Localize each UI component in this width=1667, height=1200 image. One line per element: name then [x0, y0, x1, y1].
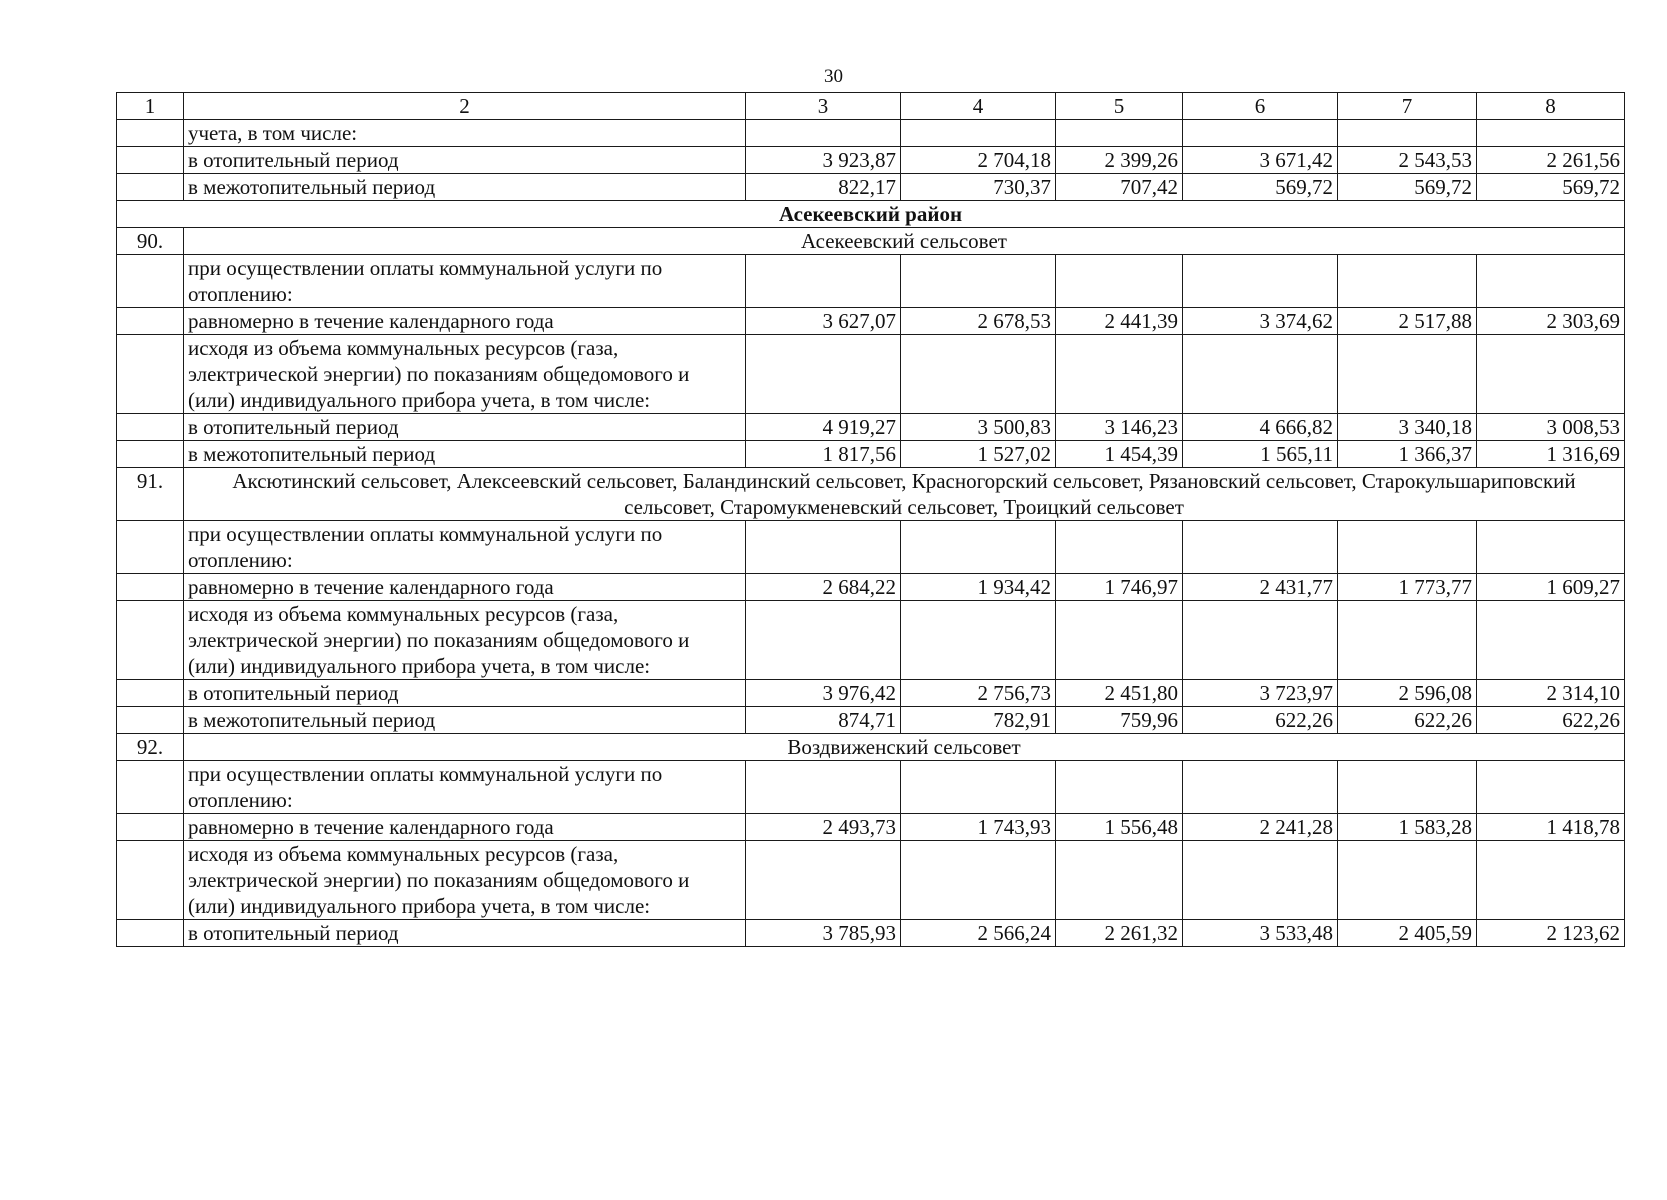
value-cell-empty [1477, 521, 1625, 574]
value-cell: 2 517,88 [1338, 308, 1477, 335]
value-cell: 3 785,93 [746, 920, 901, 947]
value-cell-empty [1056, 521, 1183, 574]
row-number-cell [117, 174, 184, 201]
value-cell-empty [1338, 761, 1477, 814]
row-number-cell [117, 680, 184, 707]
table-row [117, 761, 1625, 814]
row-label: в межотопительный период [184, 441, 746, 468]
section-row [117, 734, 1625, 761]
value-cell: 2 596,08 [1338, 680, 1477, 707]
value-cell: 2 756,73 [901, 680, 1056, 707]
value-cell: 2 451,80 [1056, 680, 1183, 707]
value-cell-empty [901, 601, 1056, 680]
value-cell-empty [1477, 841, 1625, 920]
value-cell: 2 441,39 [1056, 308, 1183, 335]
value-cell: 2 431,77 [1183, 574, 1338, 601]
section-row [117, 468, 1625, 521]
value-cell: 2 566,24 [901, 920, 1056, 947]
section-title: Асекеевский сельсовет [184, 228, 1625, 255]
column-number: 1 [117, 93, 184, 120]
section-title: Аксютинский сельсовет, Алексеевский сельсовет, Баландинский сельсовет, Красногорский сельсовет, Рязановский сельсовет, Старокульшариповский сельсовет, Старомукменевский сельсовет, Троицкий сельсовет [184, 468, 1625, 521]
value-cell-empty [1477, 761, 1625, 814]
column-number: 2 [184, 93, 746, 120]
row-label: учета, в том числе: [184, 120, 746, 147]
value-cell: 1 316,69 [1477, 441, 1625, 468]
value-cell-empty [1056, 335, 1183, 414]
value-cell: 2 678,53 [901, 308, 1056, 335]
table-row [117, 920, 1625, 947]
value-cell-empty [1183, 521, 1338, 574]
table-row [117, 521, 1625, 574]
value-cell-empty [746, 761, 901, 814]
value-cell-empty [901, 521, 1056, 574]
value-cell: 1 746,97 [1056, 574, 1183, 601]
value-cell-empty [1056, 120, 1183, 147]
value-cell: 4 666,82 [1183, 414, 1338, 441]
table-row [117, 601, 1625, 680]
value-cell: 622,26 [1183, 707, 1338, 734]
row-label: исходя из объема коммунальных ресурсов (газа, электрической энергии) по показаниям общедомового и (или) индивидуального прибора учета, в том числе: [184, 841, 746, 920]
value-cell-empty [1183, 120, 1338, 147]
column-number-row [117, 93, 1625, 120]
row-number-cell [117, 814, 184, 841]
tariff-table [116, 92, 1625, 947]
value-cell: 1 454,39 [1056, 441, 1183, 468]
value-cell: 2 241,28 [1183, 814, 1338, 841]
value-cell: 2 543,53 [1338, 147, 1477, 174]
row-label: равномерно в течение календарного года [184, 574, 746, 601]
table-row [117, 255, 1625, 308]
row-number-cell [117, 120, 184, 147]
value-cell: 3 627,07 [746, 308, 901, 335]
value-cell-empty [1338, 120, 1477, 147]
value-cell: 1 366,37 [1338, 441, 1477, 468]
value-cell-empty [1338, 255, 1477, 308]
value-cell: 2 261,56 [1477, 147, 1625, 174]
row-number-cell [117, 574, 184, 601]
value-cell-empty [1477, 120, 1625, 147]
value-cell: 569,72 [1338, 174, 1477, 201]
value-cell-empty [1183, 255, 1338, 308]
value-cell: 759,96 [1056, 707, 1183, 734]
value-cell-empty [1338, 335, 1477, 414]
table-row [117, 308, 1625, 335]
value-cell: 622,26 [1477, 707, 1625, 734]
value-cell: 1 565,11 [1183, 441, 1338, 468]
value-cell: 874,71 [746, 707, 901, 734]
value-cell: 3 671,42 [1183, 147, 1338, 174]
column-number: 6 [1183, 93, 1338, 120]
value-cell-empty [1183, 601, 1338, 680]
value-cell: 707,42 [1056, 174, 1183, 201]
value-cell-empty [746, 335, 901, 414]
row-label: при осуществлении оплаты коммунальной услуги по отоплению: [184, 255, 746, 308]
value-cell: 1 743,93 [901, 814, 1056, 841]
value-cell: 2 303,69 [1477, 308, 1625, 335]
value-cell-empty [1183, 841, 1338, 920]
section-index: 91. [117, 468, 184, 521]
row-number-cell [117, 147, 184, 174]
table-row [117, 147, 1625, 174]
section-index: 92. [117, 734, 184, 761]
value-cell-empty [746, 601, 901, 680]
row-label: в отопительный период [184, 680, 746, 707]
value-cell: 3 146,23 [1056, 414, 1183, 441]
value-cell: 822,17 [746, 174, 901, 201]
value-cell-empty [1477, 255, 1625, 308]
row-number-cell [117, 601, 184, 680]
row-label: в межотопительный период [184, 174, 746, 201]
section-index: 90. [117, 228, 184, 255]
table-row [117, 680, 1625, 707]
value-cell: 4 919,27 [746, 414, 901, 441]
column-number: 3 [746, 93, 901, 120]
value-cell: 2 405,59 [1338, 920, 1477, 947]
row-label: исходя из объема коммунальных ресурсов (газа, электрической энергии) по показаниям общедомового и (или) индивидуального прибора учета, в том числе: [184, 335, 746, 414]
value-cell: 622,26 [1338, 707, 1477, 734]
value-cell-empty [1338, 521, 1477, 574]
row-number-cell [117, 920, 184, 947]
value-cell-empty [1338, 841, 1477, 920]
value-cell: 3 008,53 [1477, 414, 1625, 441]
value-cell: 2 123,62 [1477, 920, 1625, 947]
row-number-cell [117, 308, 184, 335]
value-cell: 2 261,32 [1056, 920, 1183, 947]
section-title: Воздвиженский сельсовет [184, 734, 1625, 761]
value-cell: 2 704,18 [901, 147, 1056, 174]
value-cell: 730,37 [901, 174, 1056, 201]
value-cell-empty [1477, 335, 1625, 414]
row-number-cell [117, 707, 184, 734]
value-cell: 3 500,83 [901, 414, 1056, 441]
value-cell: 2 493,73 [746, 814, 901, 841]
row-label: исходя из объема коммунальных ресурсов (газа, электрической энергии) по показаниям общедомового и (или) индивидуального прибора учета, в том числе: [184, 601, 746, 680]
row-label: равномерно в течение календарного года [184, 814, 746, 841]
value-cell: 1 583,28 [1338, 814, 1477, 841]
value-cell: 3 976,42 [746, 680, 901, 707]
row-number-cell [117, 335, 184, 414]
section-row [117, 228, 1625, 255]
value-cell: 3 723,97 [1183, 680, 1338, 707]
value-cell: 1 556,48 [1056, 814, 1183, 841]
row-label: в межотопительный период [184, 707, 746, 734]
table-row [117, 574, 1625, 601]
value-cell-empty [1056, 841, 1183, 920]
table-row [117, 120, 1625, 147]
table-row [117, 174, 1625, 201]
value-cell: 3 923,87 [746, 147, 901, 174]
district-title: Асекеевский район [117, 201, 1625, 228]
value-cell-empty [901, 120, 1056, 147]
value-cell-empty [901, 761, 1056, 814]
value-cell: 1 817,56 [746, 441, 901, 468]
table-row [117, 841, 1625, 920]
value-cell-empty [746, 120, 901, 147]
value-cell: 1 773,77 [1338, 574, 1477, 601]
column-number: 4 [901, 93, 1056, 120]
row-number-cell [117, 441, 184, 468]
value-cell-empty [1183, 761, 1338, 814]
value-cell-empty [1056, 761, 1183, 814]
row-number-cell [117, 761, 184, 814]
value-cell-empty [1183, 335, 1338, 414]
table-row [117, 441, 1625, 468]
row-label: при осуществлении оплаты коммунальной услуги по отоплению: [184, 521, 746, 574]
value-cell: 569,72 [1183, 174, 1338, 201]
page-number: 30 [824, 66, 843, 87]
value-cell-empty [901, 335, 1056, 414]
table-row [117, 814, 1625, 841]
value-cell-empty [1056, 601, 1183, 680]
row-label: в отопительный период [184, 920, 746, 947]
table-row [117, 707, 1625, 734]
value-cell-empty [746, 255, 901, 308]
value-cell: 2 399,26 [1056, 147, 1183, 174]
row-number-cell [117, 255, 184, 308]
value-cell: 2 684,22 [746, 574, 901, 601]
value-cell-empty [901, 255, 1056, 308]
row-label: при осуществлении оплаты коммунальной услуги по отоплению: [184, 761, 746, 814]
value-cell: 1 934,42 [901, 574, 1056, 601]
value-cell: 1 609,27 [1477, 574, 1625, 601]
value-cell-empty [901, 841, 1056, 920]
value-cell-empty [1477, 601, 1625, 680]
value-cell: 3 533,48 [1183, 920, 1338, 947]
row-number-cell [117, 521, 184, 574]
table-row [117, 335, 1625, 414]
value-cell: 1 527,02 [901, 441, 1056, 468]
column-number: 8 [1477, 93, 1625, 120]
column-number: 5 [1056, 93, 1183, 120]
value-cell: 782,91 [901, 707, 1056, 734]
row-label: в отопительный период [184, 147, 746, 174]
value-cell: 569,72 [1477, 174, 1625, 201]
table-row [117, 414, 1625, 441]
value-cell: 3 374,62 [1183, 308, 1338, 335]
row-label: в отопительный период [184, 414, 746, 441]
value-cell-empty [746, 841, 901, 920]
row-number-cell [117, 841, 184, 920]
row-number-cell [117, 414, 184, 441]
value-cell: 2 314,10 [1477, 680, 1625, 707]
district-row [117, 201, 1625, 228]
column-number: 7 [1338, 93, 1477, 120]
value-cell: 1 418,78 [1477, 814, 1625, 841]
value-cell-empty [1338, 601, 1477, 680]
value-cell: 3 340,18 [1338, 414, 1477, 441]
row-label: равномерно в течение календарного года [184, 308, 746, 335]
value-cell-empty [1056, 255, 1183, 308]
value-cell-empty [746, 521, 901, 574]
